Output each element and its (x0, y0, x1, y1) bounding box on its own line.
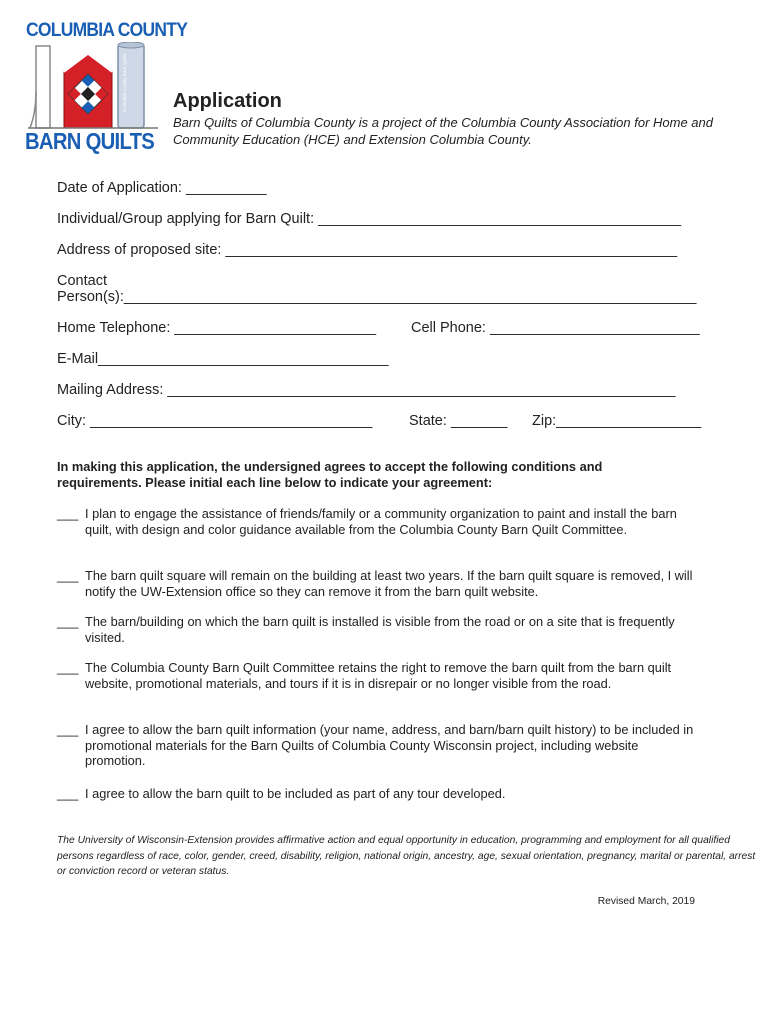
mailing-address-field[interactable]: Mailing Address: _______________________________________________________________ (57, 382, 676, 398)
logo-top-text: COLUMBIA COUNTY (26, 20, 188, 41)
agreement-item-text: The barn quilt square will remain on the building at least two years. If the barn quilt square is removed, I will notify the UW-Extension office so they can remove it from the barn quilt website. (85, 568, 693, 599)
contact-label: Contact (57, 273, 107, 289)
barn-quilts-logo (22, 20, 188, 160)
zip-field[interactable]: Zip:__________________ (532, 413, 702, 429)
email-field[interactable]: E-Mail____________________________________ (57, 351, 389, 367)
silo-text: Columbia County Barn Quilts (122, 53, 127, 112)
city-field[interactable]: City: ___________________________________ (57, 413, 373, 429)
eeo-disclaimer: The University of Wisconsin-Extension provides affirmative action and equal opportunity in education, programming and employment for all qualified persons regardless of race, color, gender, creed, disability, religion, national origin, ancestry, age, sexual orientation, pregnancy, marital or parental, arrest or conviction record or veteran status. (57, 835, 756, 877)
initial-blank[interactable]: ___ (57, 614, 79, 629)
agreement-item (57, 568, 697, 599)
agreement-item-text: The Columbia County Barn Quilt Committee retains the right to remove the barn quilt from the barn quilt website, promotional materials, and tours if it is in disrepair or no longer visible from the road. (85, 660, 672, 691)
initial-blank[interactable]: ___ (57, 568, 79, 583)
agreement-item-text: I plan to engage the assistance of friends/family or a community organization to paint and install the barn quilt, with design and color guidance available from the Columbia County Barn Quilt Committee. (85, 506, 677, 537)
agreement-item-text: The barn/building on which the barn quilt is installed is visible from the road or on a site that is frequently visited. (85, 614, 675, 645)
agreement-item (57, 614, 697, 645)
date-of-application-field[interactable]: Date of Application: __________ (57, 180, 267, 196)
agreement-item-text: I agree to allow the barn quilt to be included as part of any tour developed. (85, 786, 506, 801)
page-subtitle: Barn Quilts of Columbia County is a project of the Columbia County Association for Home and Community Education (HCE) and Extension Columbia County. (173, 115, 714, 147)
agreement-item (57, 786, 697, 802)
address-of-site-field[interactable]: Address of proposed site: ________________________________________________________ (57, 242, 678, 258)
agreement-item-text: I agree to allow the barn quilt information (your name, address, and barn/barn quilt history) to be included in promotional materials for the Barn Quilts of Columbia County Wisconsin project, including website promotion. (85, 722, 694, 768)
initial-blank[interactable]: ___ (57, 660, 79, 675)
initial-blank[interactable]: ___ (57, 506, 79, 521)
initial-blank[interactable]: ___ (57, 786, 79, 801)
logo-bottom-text: BARN QUILTS (25, 128, 155, 154)
cell-phone-field[interactable]: Cell Phone: __________________________ (411, 320, 700, 336)
agreement-item (57, 660, 697, 691)
page-title: Application (173, 90, 282, 112)
agreement-item (57, 506, 697, 537)
individual-group-field[interactable]: Individual/Group applying for Barn Quilt: _____________________________________________ (57, 211, 682, 227)
initial-blank[interactable]: ___ (57, 722, 79, 737)
contact-persons-field[interactable]: Person(s):_______________________________________________________________________ (57, 289, 697, 305)
state-field[interactable]: State: _______ (409, 413, 508, 429)
home-telephone-field[interactable]: Home Telephone: _________________________ (57, 320, 377, 336)
barn-logo-graphic (28, 42, 158, 130)
agreement-item (57, 722, 697, 769)
revised-date: Revised March, 2019 (597, 896, 695, 907)
agreement-intro: In making this application, the undersigned agrees to accept the following conditions and requirements. Please initial each line below to indicate your agreement: (57, 459, 603, 490)
